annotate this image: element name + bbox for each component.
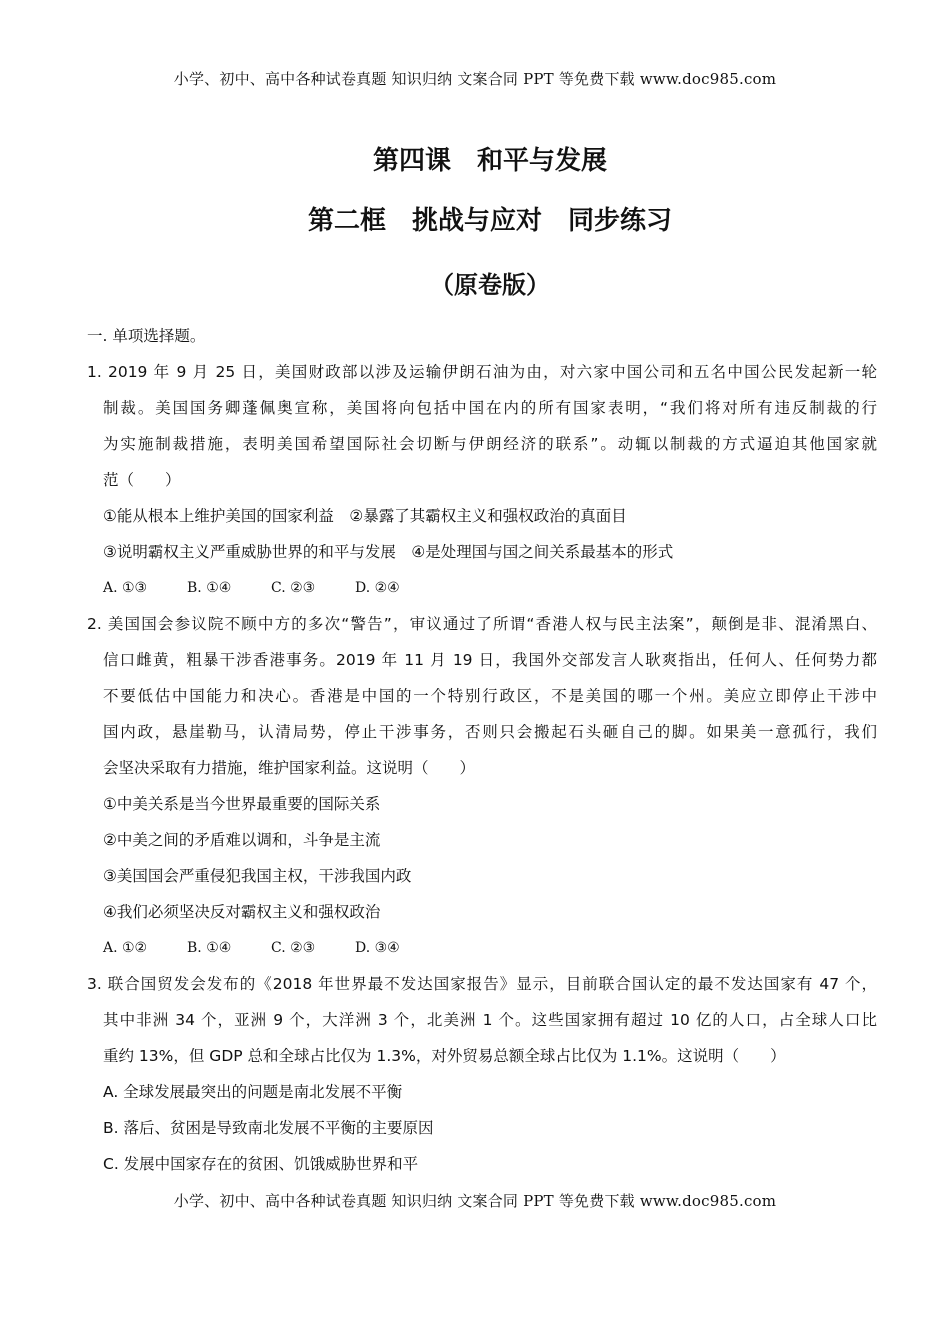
question-1-line: 1. 2019 年 9 月 25 日，美国财政部以涉及运输伊朗石油为由，对六家中国公司和五名中国公民发起新一轮 — [87, 363, 877, 381]
choice-d: D. ②④ — [355, 580, 400, 596]
page-footer: 小学、初中、高中各种试卷真题 知识归纳 文案合同 PPT 等免费下载 www.doc985.com — [173, 1192, 777, 1210]
lesson-subtitle: 第二框 挑战与应对 同步练习 — [307, 206, 672, 236]
choice-b: B. ①④ — [187, 940, 232, 956]
choice-a: A. ①② — [103, 940, 148, 956]
question-2-statement: ①中美关系是当今世界最重要的国际关系 — [103, 795, 381, 813]
question-1-line: 范（ ） — [103, 471, 181, 489]
question-1 — [87, 354, 877, 606]
choice-b: B. ①④ — [187, 580, 232, 596]
choice-c: C. ②③ — [271, 580, 316, 596]
question-2-line: 国内政，悬崖勒马，认清局势，停止干涉事务，否则只会搬起石头砸自己的脚。如果美一意孤行，我们 — [103, 723, 877, 741]
edition-label: （原卷版） — [430, 271, 550, 299]
question-content — [87, 318, 877, 1182]
question-2-line: 会坚决采取有力措施，维护国家利益。这说明（ ） — [103, 759, 476, 777]
question-2 — [87, 606, 877, 966]
question-2-choices — [87, 930, 877, 966]
question-1-line: 制裁。美国国务卿蓬佩奥宣称，美国将向包括中国在内的所有国家表明，“我们将对所有违反制裁的行 — [103, 399, 877, 417]
question-1-statement: ①能从根本上维护美国的国家利益 ②暴露了其霸权主义和强权政治的真面目 — [103, 507, 627, 525]
question-1-choices — [87, 570, 877, 606]
question-3-line: 重约 13%，但 GDP 总和全球占比仅为 1.3%，对外贸易总额全球占比仅为 1.1%。这说明（ ） — [103, 1047, 786, 1065]
question-3 — [87, 966, 877, 1182]
question-2-statement: ②中美之间的矛盾难以调和，斗争是主流 — [103, 831, 381, 849]
question-2-line: 2. 美国国会参议院不顾中方的多次“警告”，审议通过了所谓“香港人权与民主法案”，颠倒是非、混淆黑白、 — [87, 615, 877, 633]
choice-d: D. ③④ — [355, 940, 400, 956]
question-3-option: B. 落后、贫困是导致南北发展不平衡的主要原因 — [103, 1119, 434, 1137]
question-3-option: A. 全球发展最突出的问题是南北发展不平衡 — [103, 1083, 403, 1101]
question-2-statement: ④我们必须坚决反对霸权主义和强权政治 — [103, 903, 381, 921]
question-2-line: 信口雌黄，粗暴干涉香港事务。2019 年 11 月 19 日，我国外交部发言人耿爽指出，任何人、任何势力都 — [103, 651, 877, 669]
choice-c: C. ②③ — [271, 940, 316, 956]
lesson-title: 第四课 和平与发展 — [372, 146, 607, 176]
question-1-statement: ③说明霸权主义严重威胁世界的和平与发展 ④是处理国与国之间关系最基本的形式 — [103, 543, 674, 561]
question-1-line: 为实施制裁措施，表明美国希望国际社会切断与伊朗经济的联系”。动辄以制裁的方式逼迫其他国家就 — [103, 435, 877, 453]
question-3-line: 其中非洲 34 个，亚洲 9 个，大洋洲 3 个，北美洲 1 个。这些国家拥有超过 10 亿的人口，占全球人口比 — [103, 1011, 877, 1029]
section-heading: 一. 单项选择题。 — [87, 327, 206, 345]
page-header: 小学、初中、高中各种试卷真题 知识归纳 文案合同 PPT 等免费下载 www.doc985.com — [173, 70, 777, 88]
question-3-line: 3. 联合国贸发会发布的《2018 年世界最不发达国家报告》显示，目前联合国认定的最不发达国家有 47 个， — [87, 975, 877, 993]
choice-a: A. ①③ — [103, 580, 148, 596]
question-2-statement: ③美国国会严重侵犯我国主权，干涉我国内政 — [103, 867, 412, 885]
question-3-option: C. 发展中国家存在的贫困、饥饿威胁世界和平 — [103, 1155, 419, 1173]
question-2-line: 不要低估中国能力和决心。香港是中国的一个特别行政区，不是美国的哪一个州。美应立即停止干涉中 — [103, 687, 877, 705]
